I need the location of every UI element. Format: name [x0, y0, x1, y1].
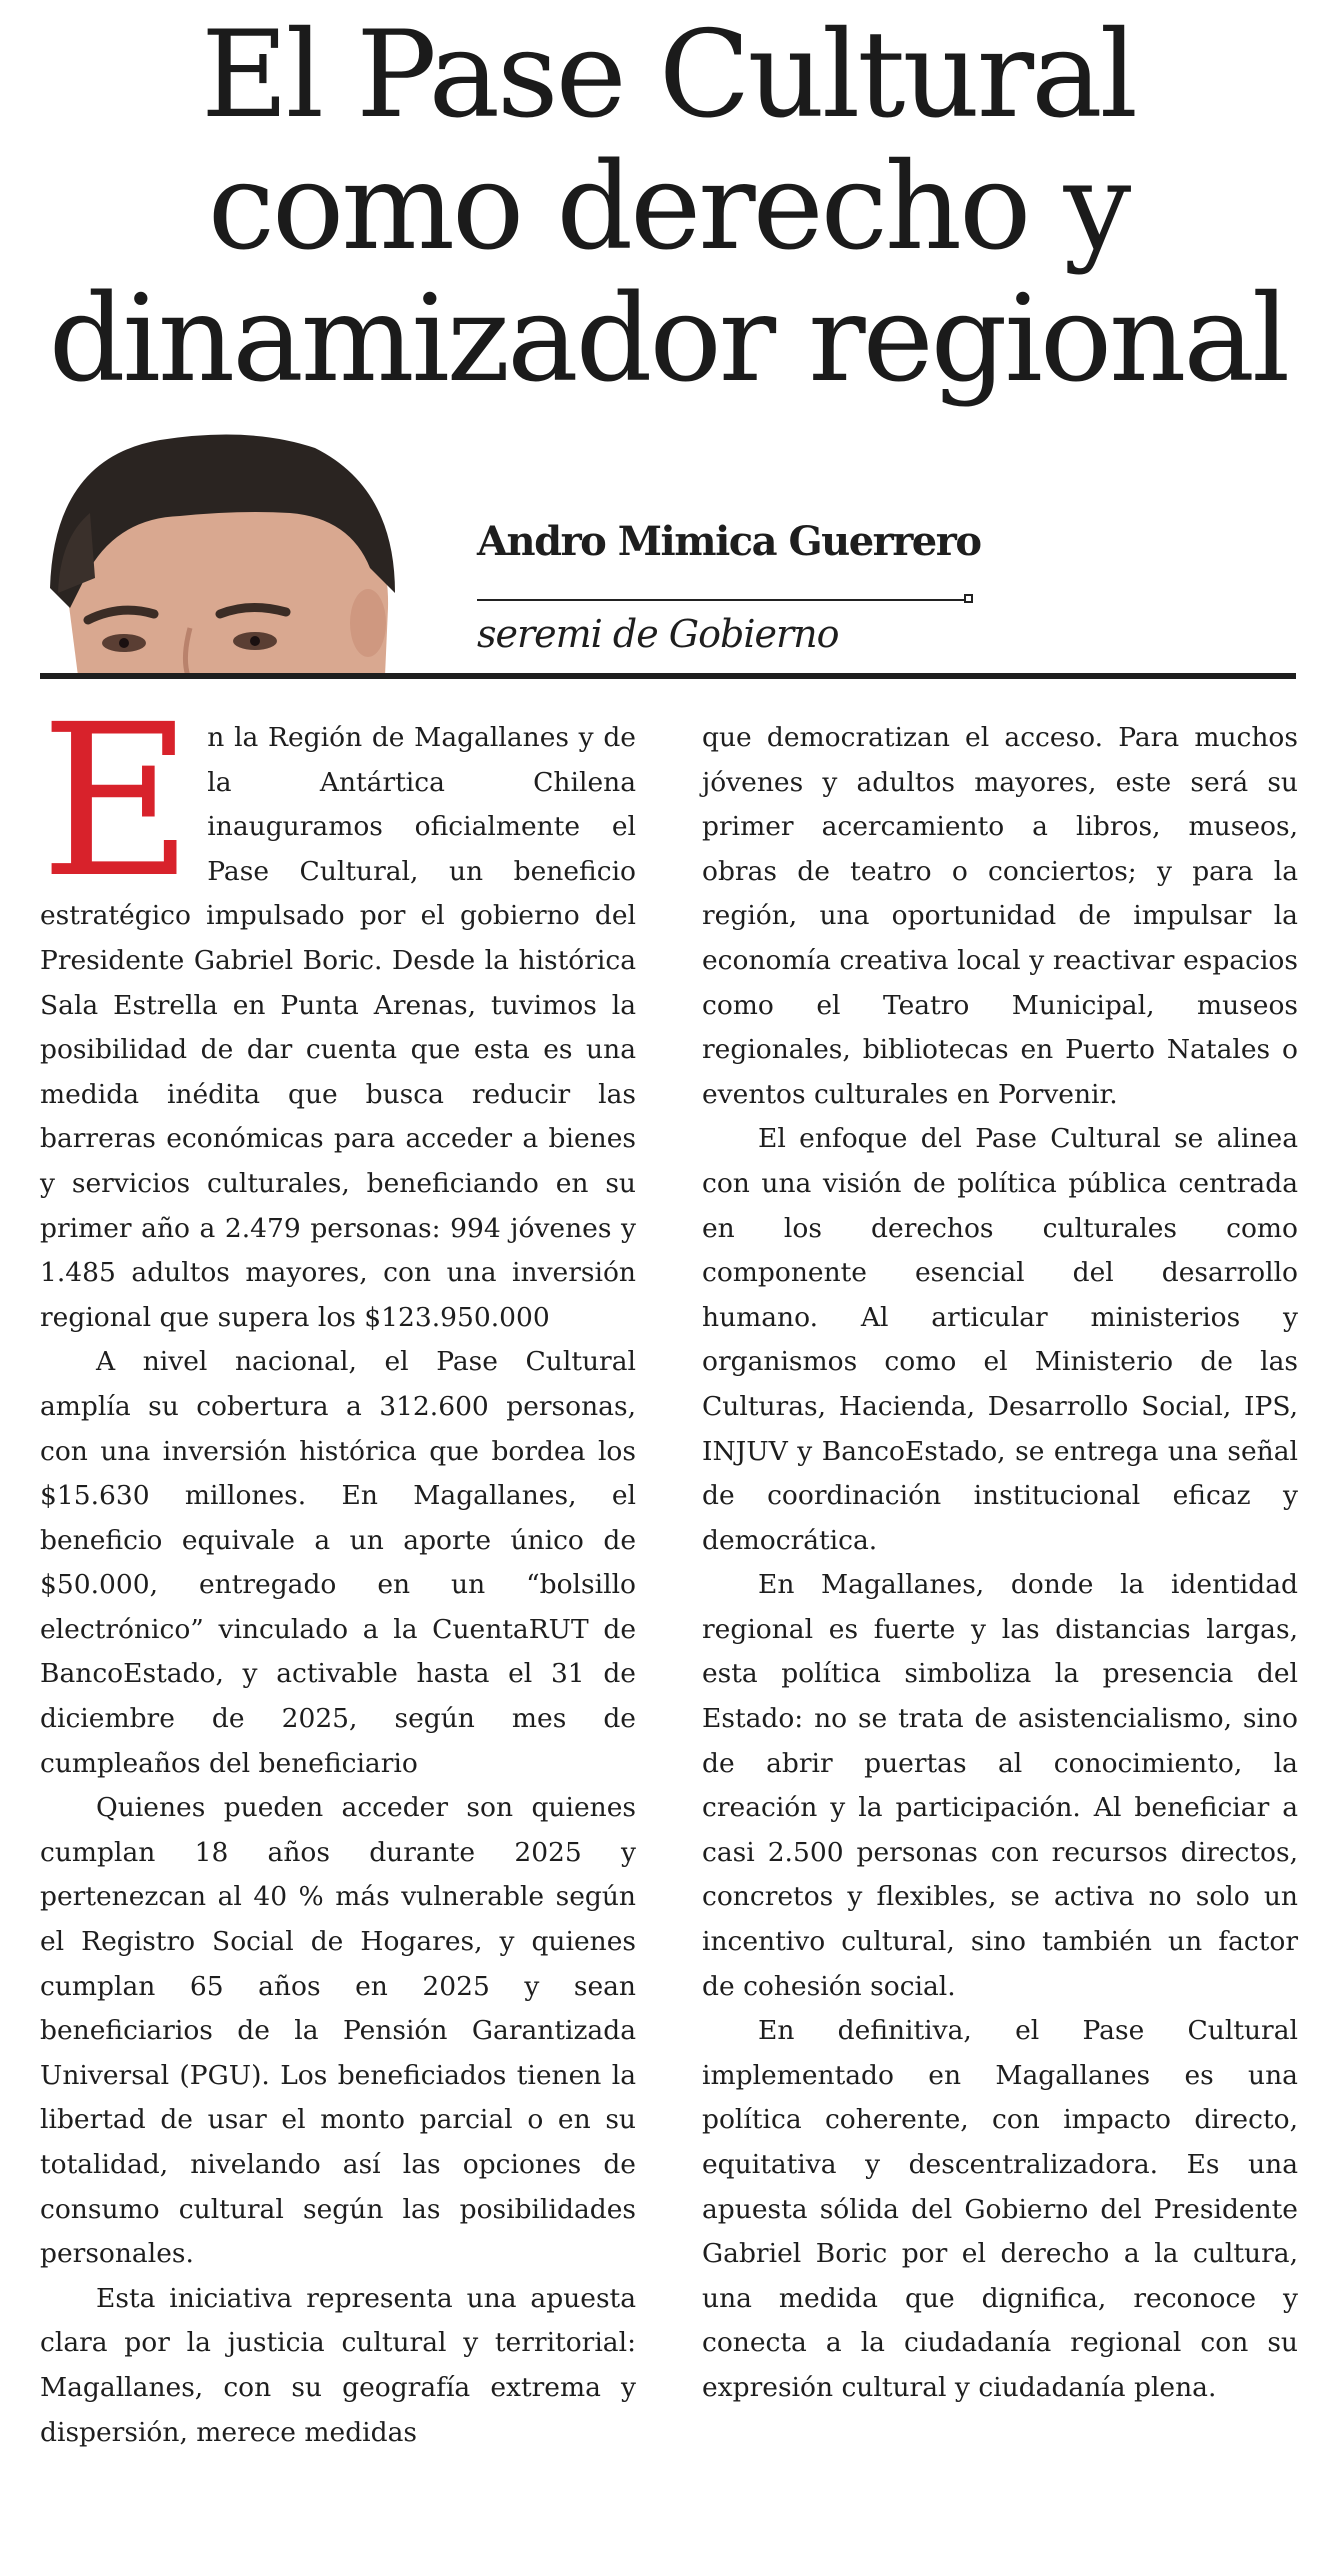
- article-column-right: [702, 716, 1298, 2411]
- headline: [0, 6, 1336, 409]
- header-divider: [40, 673, 1296, 679]
- author-photo: [50, 418, 395, 676]
- headline-line-2: como derecho y: [207, 138, 1129, 277]
- article-paragraph-2: A nivel nacional, el Pase Cultural amplía su cobertura a 312.600 personas, con una inversión histórica que bordea los $15.630 millones. En Magallanes, el beneficio equivale a un aporte único de $50.000, entregado en un “bolsillo electrónico” vinculado a la CuentaRUT de BancoEstado, y activable hasta el 31 de diciembre de 2025, según mes de cumpleaños del beneficiario: [40, 1346, 636, 1779]
- author-name: Andro Mimica Guerrero: [477, 518, 981, 565]
- paragraph-1-text: n la Región de Magallanes y de la Antártica Chilena inauguramos oficialmente el Pase Cultural, un beneficio estratégico impulsado por el gobierno del Presidente Gabriel Boric. Desde la histórica Sala Estrella en Punta Arenas, tuvimos la posibilidad de dar cuenta que esta es una medida inédita que busca reducir las barreras económicas para acceder a bienes y servicios culturales, beneficiando en su primer año a 2.479 personas: 994 jóvenes y 1.485 adultos mayores, con una inversión regional que supera los $123.950.000: [40, 722, 636, 1333]
- author-divider-end-square: [964, 594, 973, 603]
- article-column-left: [40, 679, 636, 2455]
- headline-line-1: El Pase Cultural: [200, 6, 1136, 145]
- article-paragraph-4-end: que democratizan el acceso. Para muchos jóvenes y adultos mayores, este será su primer acercamiento a libros, museos, obras de teatro o conciertos; y para la región, una oportunidad de impulsar la economía creativa local y reactivar espacios como el Teatro Municipal, museos regionales, bibliotecas en Puerto Natales o eventos culturales en Porvenir.: [702, 722, 1298, 1110]
- article-paragraph-4-start: Esta iniciativa representa una apuesta clara por la justicia cultural y territorial: Magallanes, con su geografía extrema y dispersión, merece medidas: [40, 2282, 636, 2448]
- headline-line-3: dinamizador regional: [48, 270, 1288, 409]
- article-paragraph-7: En definitiva, el Pase Cultural implementado en Magallanes es una política coherente, con impacto directo, equitativa y descentralizadora. Es una apuesta sólida del Gobierno del Presidente Gabriel Boric por el derecho a la cultura, una medida que dignifica, reconoce y conecta a la ciudadanía regional con su expresión cultural y ciudadanía plena.: [702, 2015, 1298, 2403]
- drop-cap: E: [40, 679, 194, 924]
- article-paragraph-5: El enfoque del Pase Cultural se alinea con una visión de política pública centrada en los derechos culturales como componente esencial del desarrollo humano. Al articular ministerios y organismos como el Ministerio de las Culturas, Hacienda, Desarrollo Social, IPS, INJUV y BancoEstado, se entrega una señal de coordinación institucional eficaz y democrática.: [702, 1123, 1298, 1556]
- article-paragraph-1: [40, 679, 636, 1340]
- article-paragraph-3: Quienes pueden acceder son quienes cumplan 18 años durante 2025 y pertenezcan al 40 % más vulnerable según el Registro Social de Hogares, y quienes cumplan 65 años en 2025 y sean beneficiarios de la Pensión Garantizada Universal (PGU). Los beneficiados tienen la libertad de usar el monto parcial o en su totalidad, nivelando así las opciones de consumo cultural según las posibilidades personales.: [40, 1792, 636, 2270]
- author-role: seremi de Gobierno: [477, 612, 839, 656]
- article-paragraph-6: En Magallanes, donde la identidad regional es fuerte y las distancias largas, esta política simboliza la presencia del Estado: no se trata de asistencialismo, sino de abrir puertas al conocimiento, la creación y la participación. Al beneficiar a casi 2.500 personas con recursos directos, concretos y flexibles, se activa no solo un incentivo cultural, sino también un factor de cohesión social.: [702, 1569, 1298, 2002]
- author-divider: [477, 599, 967, 601]
